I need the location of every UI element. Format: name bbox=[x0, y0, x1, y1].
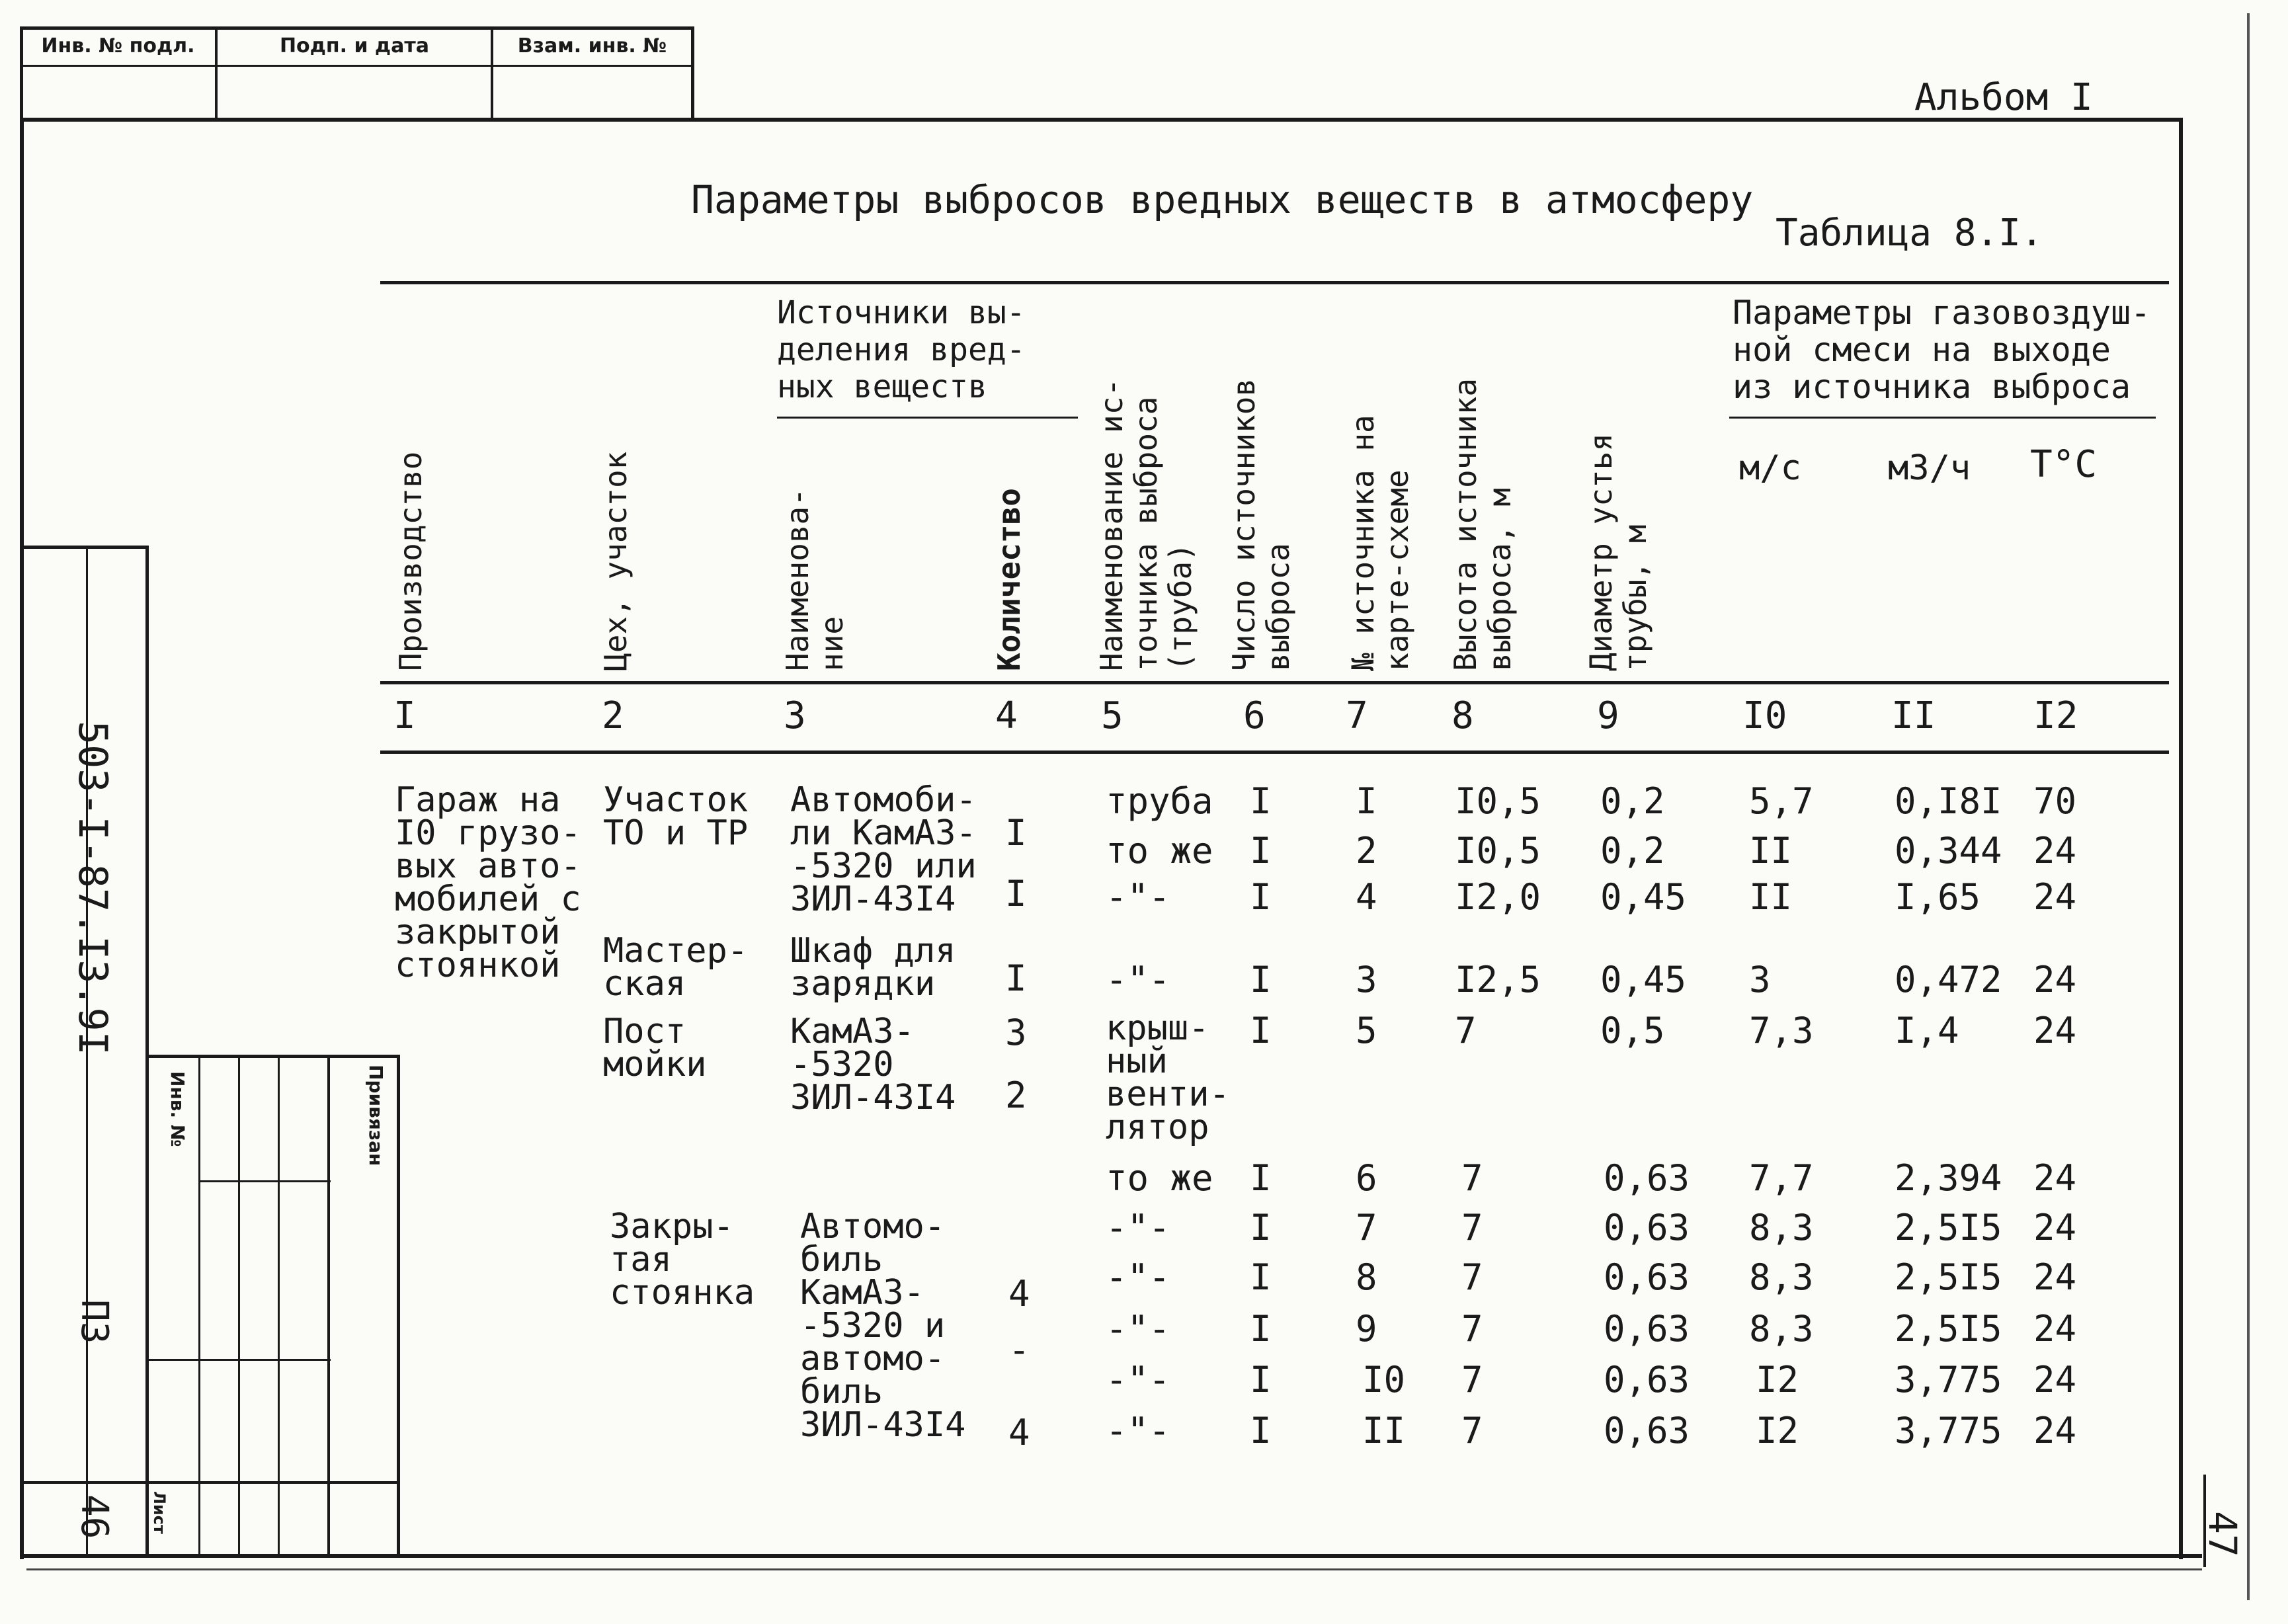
temperature-cell: 24 bbox=[2033, 830, 2077, 872]
volume-cell: I,4 bbox=[1895, 1010, 1959, 1051]
source-cell: Шкаф для зарядки bbox=[790, 931, 956, 1004]
height-cell: 7 bbox=[1461, 1157, 1483, 1199]
diameter-cell: 0,2 bbox=[1600, 780, 1665, 822]
source-count-cell: I bbox=[1250, 1157, 1272, 1199]
sheet-number: 46 bbox=[73, 1494, 116, 1539]
qty-cell: I bbox=[1005, 957, 1027, 999]
height-cell: 7 bbox=[1461, 1410, 1483, 1451]
diameter-cell: 0,63 bbox=[1604, 1157, 1690, 1199]
map-no-cell: 3 bbox=[1356, 959, 1377, 1000]
header-production: Производство bbox=[393, 451, 429, 671]
qty-cell: - bbox=[1008, 1329, 1030, 1371]
col-number: I2 bbox=[2033, 694, 2078, 737]
speed-cell: II bbox=[1749, 876, 1793, 918]
emission-source-cell: -"- bbox=[1106, 1359, 1170, 1401]
map-no-cell: 8 bbox=[1356, 1256, 1377, 1298]
speed-cell: II bbox=[1749, 830, 1793, 872]
speed-cell: 8,3 bbox=[1749, 1308, 1814, 1350]
map-no-cell: 5 bbox=[1356, 1010, 1377, 1051]
emission-source-cell: то же bbox=[1106, 830, 1213, 872]
source-cell: Автомоби- ли КамАЗ- -5320 или ЗИЛ-43I4 bbox=[790, 780, 977, 919]
emission-source-cell: труба bbox=[1106, 780, 1213, 822]
map-no-cell: I0 bbox=[1362, 1359, 1406, 1401]
emission-source-cell: -"- bbox=[1106, 1207, 1170, 1248]
table-number: Таблица 8.I. bbox=[1776, 212, 2043, 255]
header-height: Высота источника выброса, м bbox=[1448, 378, 1518, 671]
header-diameter: Диаметр устья трубы, м bbox=[1583, 432, 1653, 671]
speed-cell: 8,3 bbox=[1749, 1207, 1814, 1248]
height-cell: 7 bbox=[1461, 1308, 1483, 1350]
col-number: 5 bbox=[1101, 694, 1124, 737]
header-quantity: Количество bbox=[991, 488, 1027, 671]
diameter-cell: 0,5 bbox=[1600, 1010, 1665, 1051]
source-count-cell: I bbox=[1250, 1410, 1272, 1451]
production-cell: Гараж на I0 грузо- вых авто- мобилей с закрытой стоянкой bbox=[395, 780, 581, 985]
stamp-podp-data: Подп. и дата bbox=[279, 34, 430, 58]
height-cell: I2,0 bbox=[1455, 876, 1541, 918]
header-temperature: T°C bbox=[2030, 443, 2098, 486]
source-count-cell: I bbox=[1250, 959, 1272, 1000]
map-no-cell: II bbox=[1362, 1410, 1406, 1451]
source-count-cell: I bbox=[1250, 1256, 1272, 1298]
col-number: 6 bbox=[1243, 694, 1266, 737]
volume-cell: 3,775 bbox=[1895, 1410, 2002, 1451]
map-no-cell: 6 bbox=[1356, 1157, 1377, 1199]
speed-cell: I2 bbox=[1756, 1359, 1799, 1401]
header-speed: м/с bbox=[1739, 448, 1801, 488]
header-source-name: Наименова- ние bbox=[780, 488, 850, 671]
map-no-cell: I bbox=[1356, 780, 1377, 822]
diameter-cell: 0,45 bbox=[1600, 959, 1687, 1000]
col-number: I bbox=[393, 694, 416, 737]
page-number: 47 bbox=[2200, 1511, 2245, 1557]
temperature-cell: 24 bbox=[2033, 1010, 2077, 1051]
diameter-cell: 0,63 bbox=[1604, 1410, 1690, 1451]
header-source-count: Число источников выброса bbox=[1226, 378, 1296, 671]
volume-cell: 0,344 bbox=[1895, 830, 2002, 872]
temperature-cell: 24 bbox=[2033, 959, 2077, 1000]
diameter-cell: 0,63 bbox=[1604, 1256, 1690, 1298]
qty-cell: 4 bbox=[1008, 1412, 1030, 1453]
emission-source-cell: -"- bbox=[1106, 1308, 1170, 1350]
emission-source-cell: -"- bbox=[1106, 1256, 1170, 1298]
height-cell: 7 bbox=[1461, 1256, 1483, 1298]
speed-cell: 5,7 bbox=[1749, 780, 1814, 822]
qty-cell: I bbox=[1005, 873, 1027, 914]
height-cell: I2,5 bbox=[1455, 959, 1541, 1000]
emission-source-cell: то же bbox=[1106, 1157, 1213, 1199]
source-count-cell: I bbox=[1250, 1308, 1272, 1350]
volume-cell: I,65 bbox=[1895, 876, 1981, 918]
source-cell: Автомо- биль КамАЗ- -5320 и автомо- биль ЗИЛ-43I4 bbox=[800, 1207, 966, 1445]
speed-cell: 8,3 bbox=[1749, 1256, 1814, 1298]
source-count-cell: I bbox=[1250, 1010, 1272, 1051]
workshop-cell: Участок ТО и ТР bbox=[603, 780, 749, 853]
qty-cell: I bbox=[1005, 812, 1027, 854]
diameter-cell: 0,63 bbox=[1604, 1359, 1690, 1401]
speed-cell: 7,3 bbox=[1749, 1010, 1814, 1051]
volume-cell: 2,5I5 bbox=[1895, 1308, 2002, 1350]
speed-cell: I2 bbox=[1756, 1410, 1799, 1451]
temperature-cell: 24 bbox=[2033, 1359, 2077, 1401]
qty-cell: 2 bbox=[1005, 1075, 1027, 1116]
header-workshop: Цех, участок bbox=[598, 451, 633, 671]
col-number: 7 bbox=[1346, 694, 1368, 737]
source-count-cell: I bbox=[1250, 876, 1272, 918]
col-number: 3 bbox=[784, 694, 806, 737]
temperature-cell: 24 bbox=[2033, 1157, 2077, 1199]
temperature-cell: 70 bbox=[2033, 780, 2077, 822]
inv-no-label: Инв. № bbox=[167, 1071, 188, 1147]
emission-source-cell: -"- bbox=[1106, 1410, 1170, 1451]
map-no-cell: 7 bbox=[1356, 1207, 1377, 1248]
header-emission-source: Наименование ис- точника выброса (труба) bbox=[1094, 378, 1198, 671]
col-number: 9 bbox=[1597, 694, 1619, 737]
header-params-group: Параметры газовоздуш- ной смеси на выходе из источника выброса bbox=[1733, 294, 2151, 406]
temperature-cell: 24 bbox=[2033, 1256, 2077, 1298]
height-cell: I0,5 bbox=[1455, 780, 1541, 822]
volume-cell: 0,472 bbox=[1895, 959, 2002, 1000]
height-cell: I0,5 bbox=[1455, 830, 1541, 872]
col-number: I0 bbox=[1742, 694, 1787, 737]
doc-code: 503-I-87.I3.9I bbox=[69, 721, 116, 1055]
source-count-cell: I bbox=[1250, 830, 1272, 872]
source-count-cell: I bbox=[1250, 1359, 1272, 1401]
qty-cell: 3 bbox=[1005, 1012, 1027, 1053]
volume-cell: 0,I8I bbox=[1895, 780, 2002, 822]
volume-cell: 2,394 bbox=[1895, 1157, 2002, 1199]
album-label: Альбом I bbox=[1914, 76, 2093, 119]
emission-source-cell: -"- bbox=[1106, 959, 1170, 1000]
header-source-map-no: № источника на карте-схеме bbox=[1345, 415, 1415, 671]
emission-source-cell: крыш- ный венти- лятор bbox=[1106, 1008, 1230, 1147]
emission-source-cell: -"- bbox=[1106, 876, 1170, 918]
source-count-cell: I bbox=[1250, 780, 1272, 822]
col-number: II bbox=[1891, 694, 1936, 737]
workshop-cell: Закры- тая стоянка bbox=[610, 1207, 755, 1313]
height-cell: 7 bbox=[1461, 1359, 1483, 1401]
map-no-cell: 2 bbox=[1356, 830, 1377, 872]
diameter-cell: 0,63 bbox=[1604, 1308, 1690, 1350]
temperature-cell: 24 bbox=[2033, 876, 2077, 918]
diameter-cell: 0,63 bbox=[1604, 1207, 1690, 1248]
col-number: 2 bbox=[602, 694, 624, 737]
stamp-vzam-inv: Взам. инв. № bbox=[517, 34, 667, 58]
temperature-cell: 24 bbox=[2033, 1207, 2077, 1248]
section-code: ПЗ bbox=[73, 1299, 116, 1344]
height-cell: 7 bbox=[1461, 1207, 1483, 1248]
workshop-cell: Пост мойки bbox=[603, 1012, 707, 1084]
stamp-inv-podl: Инв. № подл. bbox=[41, 34, 195, 58]
privyazan-label: Привязан bbox=[365, 1065, 387, 1166]
qty-cell: 4 bbox=[1008, 1273, 1030, 1315]
height-cell: 7 bbox=[1455, 1010, 1477, 1051]
page-title: Параметры выбросов вредных веществ в атмосферу bbox=[691, 177, 1754, 222]
map-no-cell: 9 bbox=[1356, 1308, 1377, 1350]
col-number: 8 bbox=[1451, 694, 1474, 737]
volume-cell: 3,775 bbox=[1895, 1359, 2002, 1401]
list-label: Лист bbox=[150, 1491, 169, 1534]
header-sources-group: Источники вы- деления вред- ных веществ bbox=[777, 294, 1026, 405]
source-cell: КамАЗ- -5320 ЗИЛ-43I4 bbox=[790, 1012, 956, 1117]
map-no-cell: 4 bbox=[1356, 876, 1377, 918]
temperature-cell: 24 bbox=[2033, 1308, 2077, 1350]
header-volume: м3/ч bbox=[1888, 448, 1971, 488]
volume-cell: 2,5I5 bbox=[1895, 1256, 2002, 1298]
volume-cell: 2,5I5 bbox=[1895, 1207, 2002, 1248]
source-count-cell: I bbox=[1250, 1207, 1272, 1248]
workshop-cell: Мастер- ская bbox=[603, 931, 749, 1004]
diameter-cell: 0,45 bbox=[1600, 876, 1687, 918]
col-number: 4 bbox=[995, 694, 1018, 737]
temperature-cell: 24 bbox=[2033, 1410, 2077, 1451]
speed-cell: 3 bbox=[1749, 959, 1771, 1000]
diameter-cell: 0,2 bbox=[1600, 830, 1665, 872]
speed-cell: 7,7 bbox=[1749, 1157, 1814, 1199]
